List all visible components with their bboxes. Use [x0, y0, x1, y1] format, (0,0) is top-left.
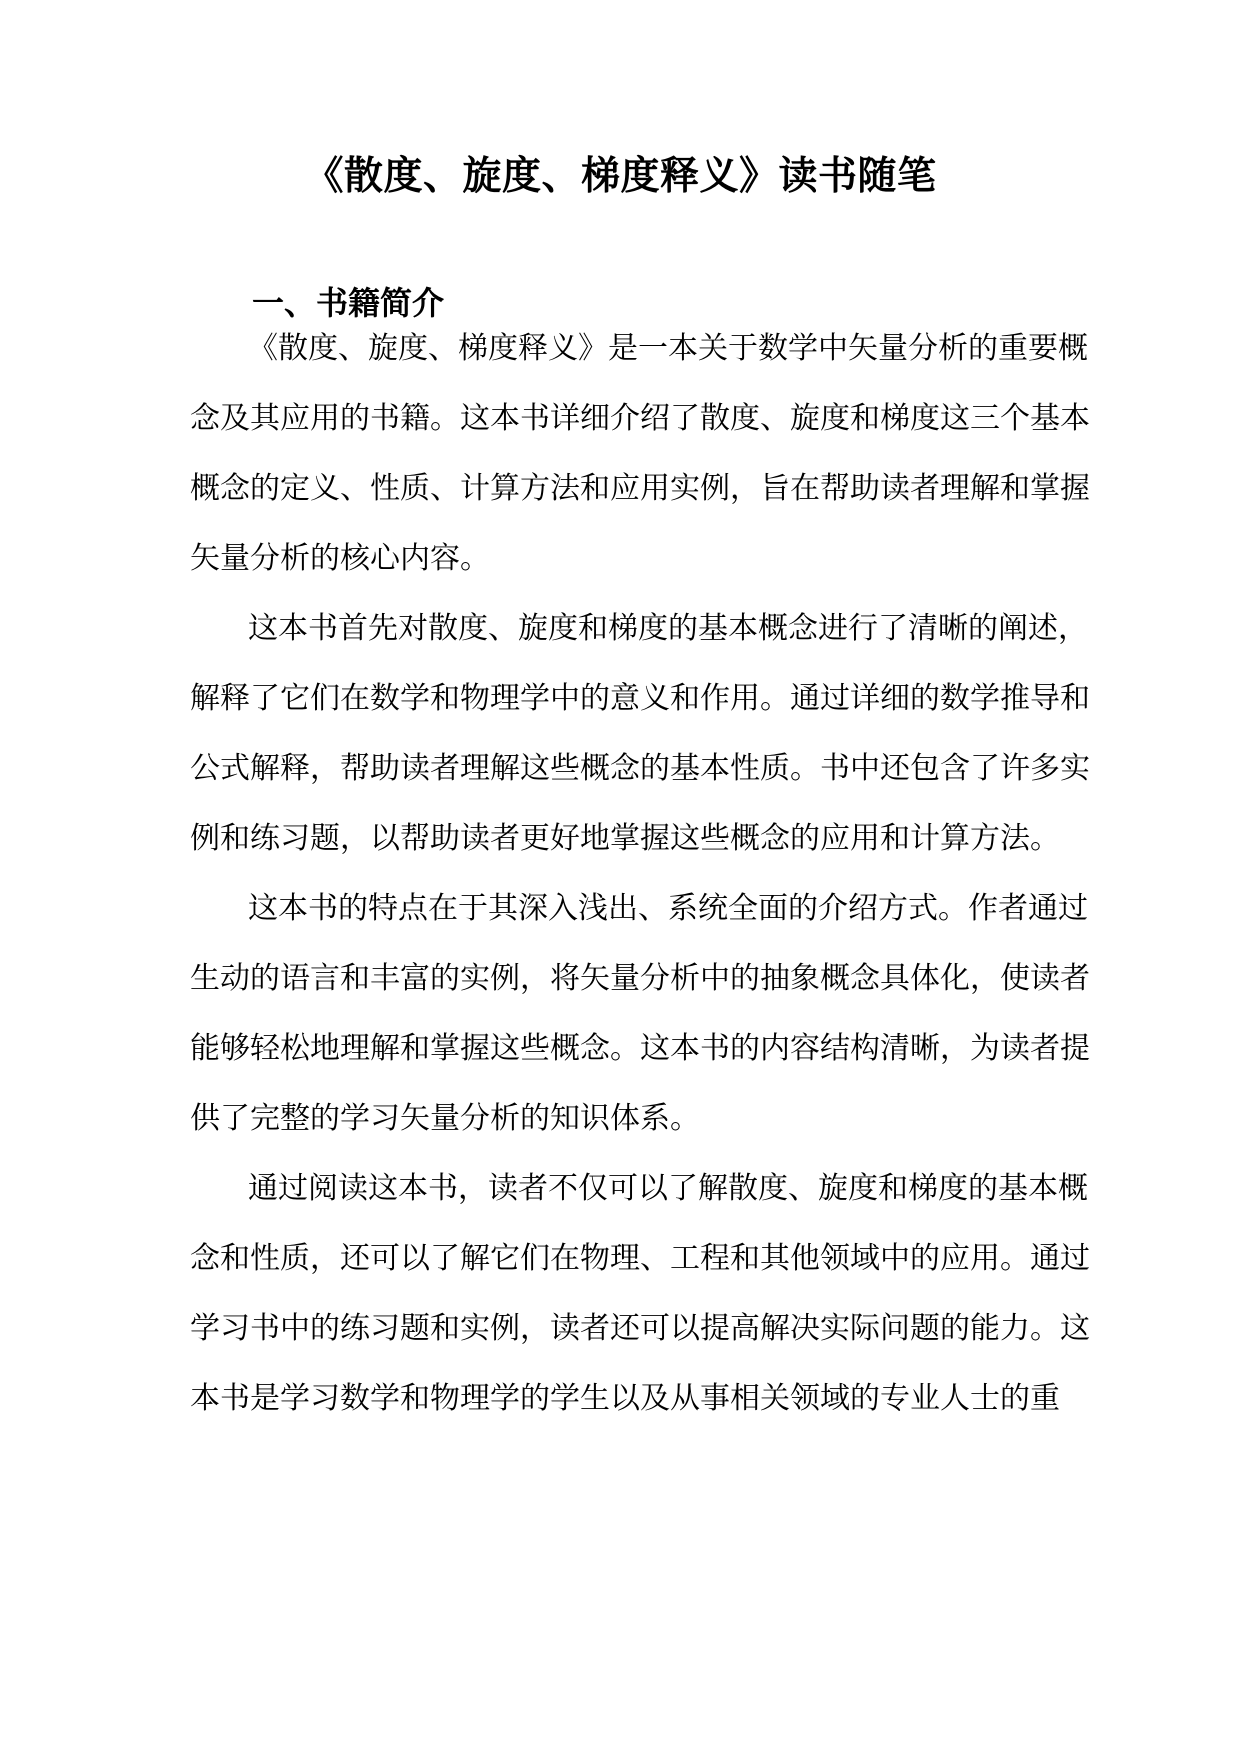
paragraph-line: 能够轻松地理解和掌握这些概念。这本书的内容结构清晰，为读者提	[190, 1031, 1090, 1066]
paragraph-line: 念和性质，还可以了解它们在物理、工程和其他领域中的应用。通过	[190, 1241, 1090, 1276]
document-title: 《散度、旋度、梯度释义》读书随笔	[304, 153, 937, 199]
paragraph-line: 概念的定义、性质、计算方法和应用实例，旨在帮助读者理解和掌握	[190, 471, 1090, 506]
section-heading: 一、书籍简介	[252, 284, 445, 322]
paragraph-line: 例和练习题，以帮助读者更好地掌握这些概念的应用和计算方法。	[190, 821, 1060, 856]
paragraph-line: 这本书的特点在于其深入浅出、系统全面的介绍方式。作者通过	[248, 891, 1088, 926]
paragraph-line: 念及其应用的书籍。这本书详细介绍了散度、旋度和梯度这三个基本	[190, 401, 1090, 436]
paragraph-line: 生动的语言和丰富的实例，将矢量分析中的抽象概念具体化，使读者	[190, 961, 1090, 996]
paragraph-line: 《散度、旋度、梯度释义》是一本关于数学中矢量分析的重要概	[248, 331, 1088, 366]
paragraph-line: 这本书首先对散度、旋度和梯度的基本概念进行了清晰的阐述，	[248, 611, 1088, 646]
paragraph-line: 矢量分析的核心内容。	[190, 541, 490, 576]
paragraph-line: 解释了它们在数学和物理学中的意义和作用。通过详细的数学推导和	[190, 681, 1090, 716]
paragraph-line: 本书是学习数学和物理学的学生以及从事相关领域的专业人士的重	[190, 1381, 1060, 1416]
paragraph-line: 公式解释，帮助读者理解这些概念的基本性质。书中还包含了许多实	[190, 751, 1090, 786]
paragraph-line: 通过阅读这本书，读者不仅可以了解散度、旋度和梯度的基本概	[248, 1171, 1088, 1206]
paragraph-line: 学习书中的练习题和实例，读者还可以提高解决实际问题的能力。这	[190, 1311, 1090, 1346]
paragraph-line: 供了完整的学习矢量分析的知识体系。	[190, 1101, 700, 1136]
